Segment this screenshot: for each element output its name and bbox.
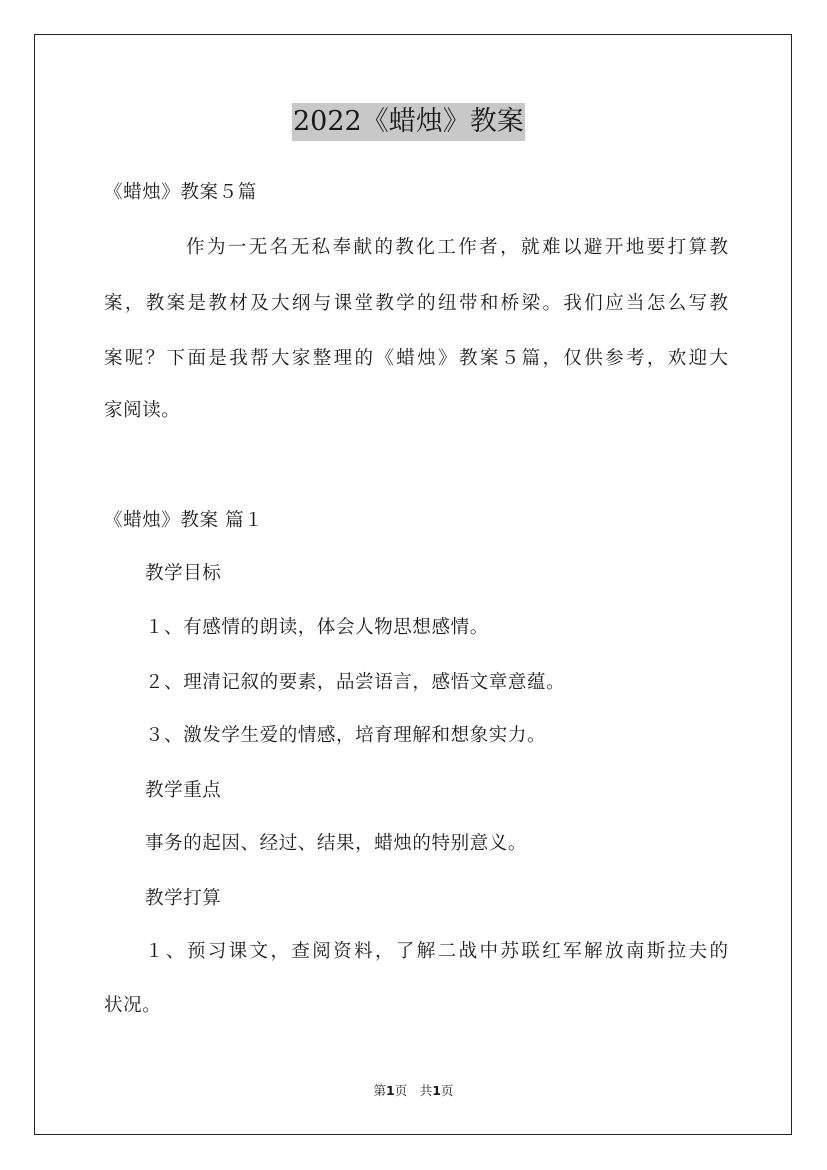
goal-item-3: ３、激发学生爱的情感，培育理解和想象实力。 xyxy=(145,725,547,746)
footer-current-page: 1 xyxy=(386,1083,395,1098)
preparation-item-1-cont: 状况。 xyxy=(104,995,162,1016)
section-heading: 《蜡烛》教案 篇１ xyxy=(104,510,264,531)
goal-item-1: １、有感情的朗读，体会人物思想感情。 xyxy=(145,617,489,638)
preparation-item-1: １、预习课文，查阅资料，了解二战中苏联红军解放南斯拉夫的 xyxy=(145,941,728,962)
preparation-heading: 教学打算 xyxy=(145,888,222,909)
document-subtitle: 《蜡烛》教案５篇 xyxy=(104,182,257,203)
goal-item-2: ２、理清记叙的要素，品尝语言，感悟文章意蕴。 xyxy=(145,672,566,693)
teaching-goals-heading: 教学目标 xyxy=(145,563,222,584)
footer-mid: 页 共 xyxy=(394,1083,433,1098)
page-footer xyxy=(0,1083,827,1099)
footer-total-pages: 1 xyxy=(432,1083,441,1098)
document-title: 2022《蜡烛》教案 xyxy=(292,103,525,141)
intro-line-3: 案呢？下面是我帮大家整理的《蜡烛》教案５篇，仅供参考，欢迎大 xyxy=(104,348,728,369)
intro-line-2: 案，教案是教材及大纲与课堂教学的纽带和桥梁。我们应当怎么写教 xyxy=(104,293,728,314)
key-points-text: 事务的起因、经过、结果，蜡烛的特别意义。 xyxy=(145,833,528,854)
intro-line-4: 家阅读。 xyxy=(104,400,181,421)
footer-suffix: 页 xyxy=(440,1083,454,1098)
footer-prefix: 第 xyxy=(373,1083,387,1098)
key-points-heading: 教学重点 xyxy=(145,780,222,801)
intro-line-1: 作为一无名无私奉献的教化工作者，就难以避开地要打算教 xyxy=(186,237,728,258)
